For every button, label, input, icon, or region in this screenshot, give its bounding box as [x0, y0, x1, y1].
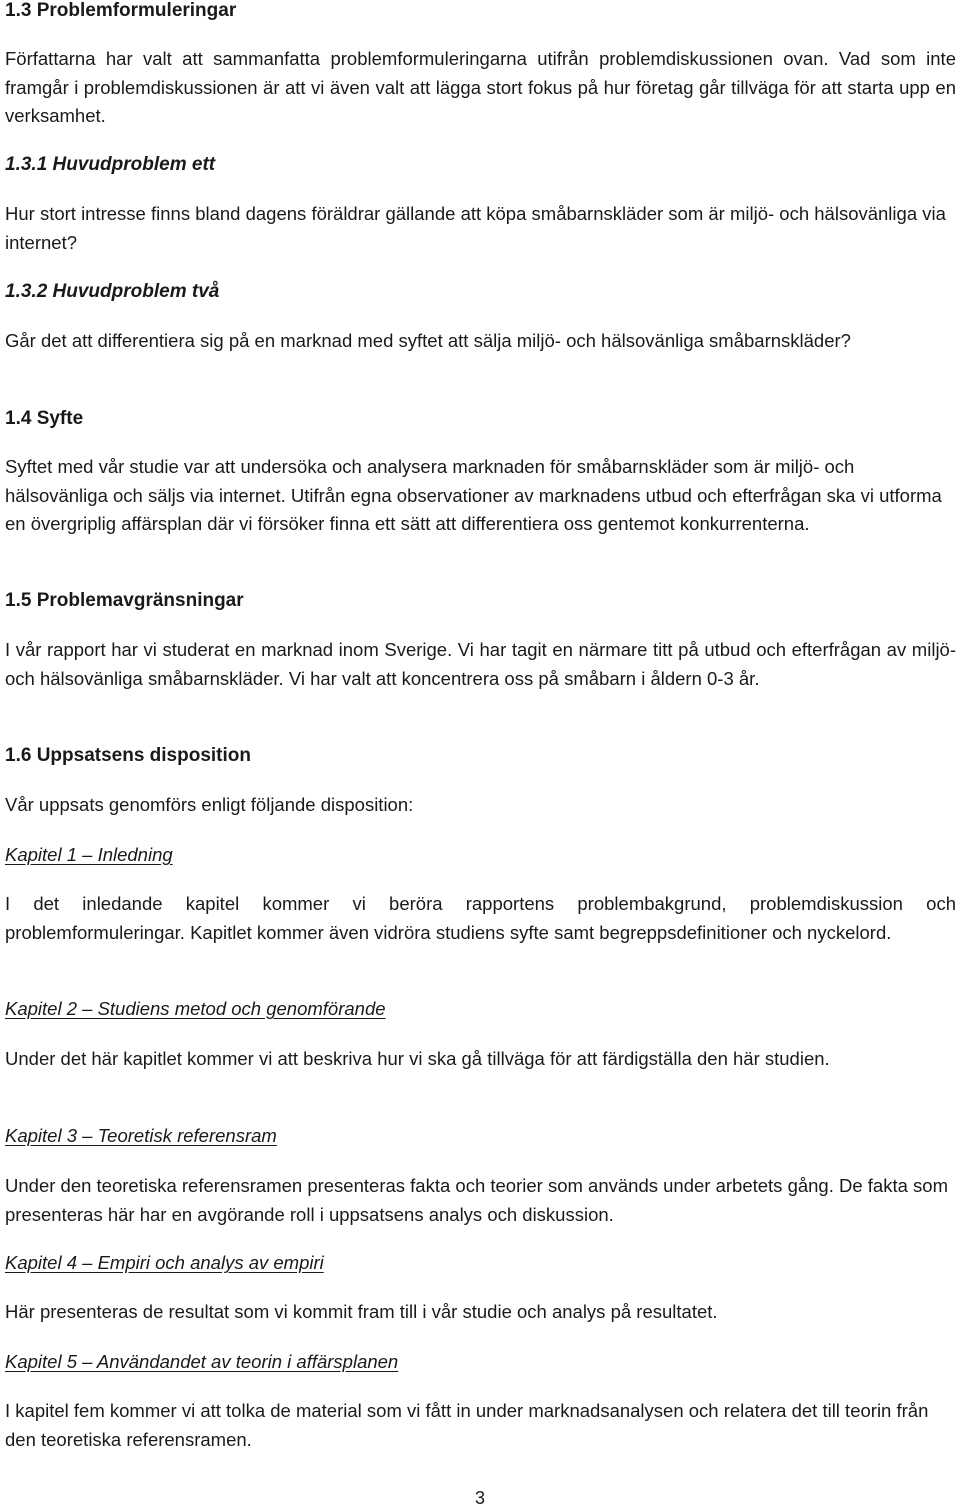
heading-1-6: 1.6 Uppsatsens disposition	[5, 745, 251, 766]
page-number: 3	[474, 1488, 485, 1508]
chapter-5-title: Kapitel 5 – Användandet av teorin i affärsplanen	[5, 1351, 399, 1372]
chapter-2-title: Kapitel 2 – Studiens metod och genomförande	[5, 998, 386, 1019]
heading-1-3-1: 1.3.1 Huvudproblem ett	[5, 154, 216, 175]
paragraph-1-3-1: Hur stort intresse finns bland dagens föräldrar gällande att köpa småbarnskläder som är miljö- och hälsovänliga via internet?	[5, 203, 946, 253]
heading-1-5: 1.5 Problemavgränsningar	[5, 590, 244, 611]
paragraph-1-6-intro: Vår uppsats genomförs enligt följande disposition:	[5, 794, 414, 815]
chapter-3-body: Under den teoretiska referensramen presenteras fakta och teorier som används under arbetets gång. De fakta som presenteras här har en avgörande roll i uppsatsens analys och diskussion.	[5, 1175, 948, 1225]
paragraph-1-3-2: Går det att differentiera sig på en marknad med syftet att sälja miljö- och hälsovänliga småbarnskläder?	[5, 330, 851, 351]
chapter-4-title: Kapitel 4 – Empiri och analys av empiri	[5, 1252, 324, 1273]
chapter-1-title: Kapitel 1 – Inledning	[5, 844, 173, 865]
chapter-1-body: I det inledande kapitel kommer vi beröra rapportens problembakgrund, problemdiskussion och problemformuleringar. Kapitlet kommer även vidröra studiens syfte samt begreppsdefinitioner och nyckelord.	[5, 893, 956, 943]
chapter-4-body: Här presenteras de resultat som vi kommit fram till i vår studie och analys på resultatet.	[5, 1301, 718, 1322]
chapter-5-body: I kapitel fem kommer vi att tolka de material som vi fått in under marknadsanalysen och relatera det till teorin från den teoretiska referensramen.	[5, 1400, 929, 1450]
paragraph-1-3: Författarna har valt att sammanfatta problemformuleringarna utifrån problemdiskussionen ovan. Vad som inte framgår i problemdiskussionen är att vi även valt att lägga stort fokus på hur företag går tillväga för att starta upp en verksamhet.	[5, 48, 956, 126]
chapter-2-body: Under det här kapitlet kommer vi att beskriva hur vi ska gå tillväga för att färdigställa den här studien.	[5, 1048, 830, 1069]
heading-1-3: 1.3 Problemformuleringar	[5, 0, 237, 21]
chapter-3-title: Kapitel 3 – Teoretisk referensram	[5, 1125, 277, 1146]
paragraph-1-4: Syftet med vår studie var att undersöka och analysera marknaden för småbarnskläder som är miljö- och hälsovänliga och säljs via internet. Utifrån egna observationer av marknadens utbud och efterfrågan ska vi utforma en övergriplig affärsplan där vi försöker finna ett sätt att differentiera oss gentemot konkurrenterna.	[5, 456, 942, 534]
heading-1-3-2: 1.3.2 Huvudproblem två	[5, 281, 220, 302]
paragraph-1-5: I vår rapport har vi studerat en marknad inom Sverige. Vi har tagit en närmare titt på utbud och efterfrågan av miljö- och hälsovänliga småbarnskläder. Vi har valt att koncentrera oss på småbarn i åldern 0-3 år.	[5, 639, 956, 689]
heading-1-4: 1.4 Syfte	[5, 408, 84, 429]
